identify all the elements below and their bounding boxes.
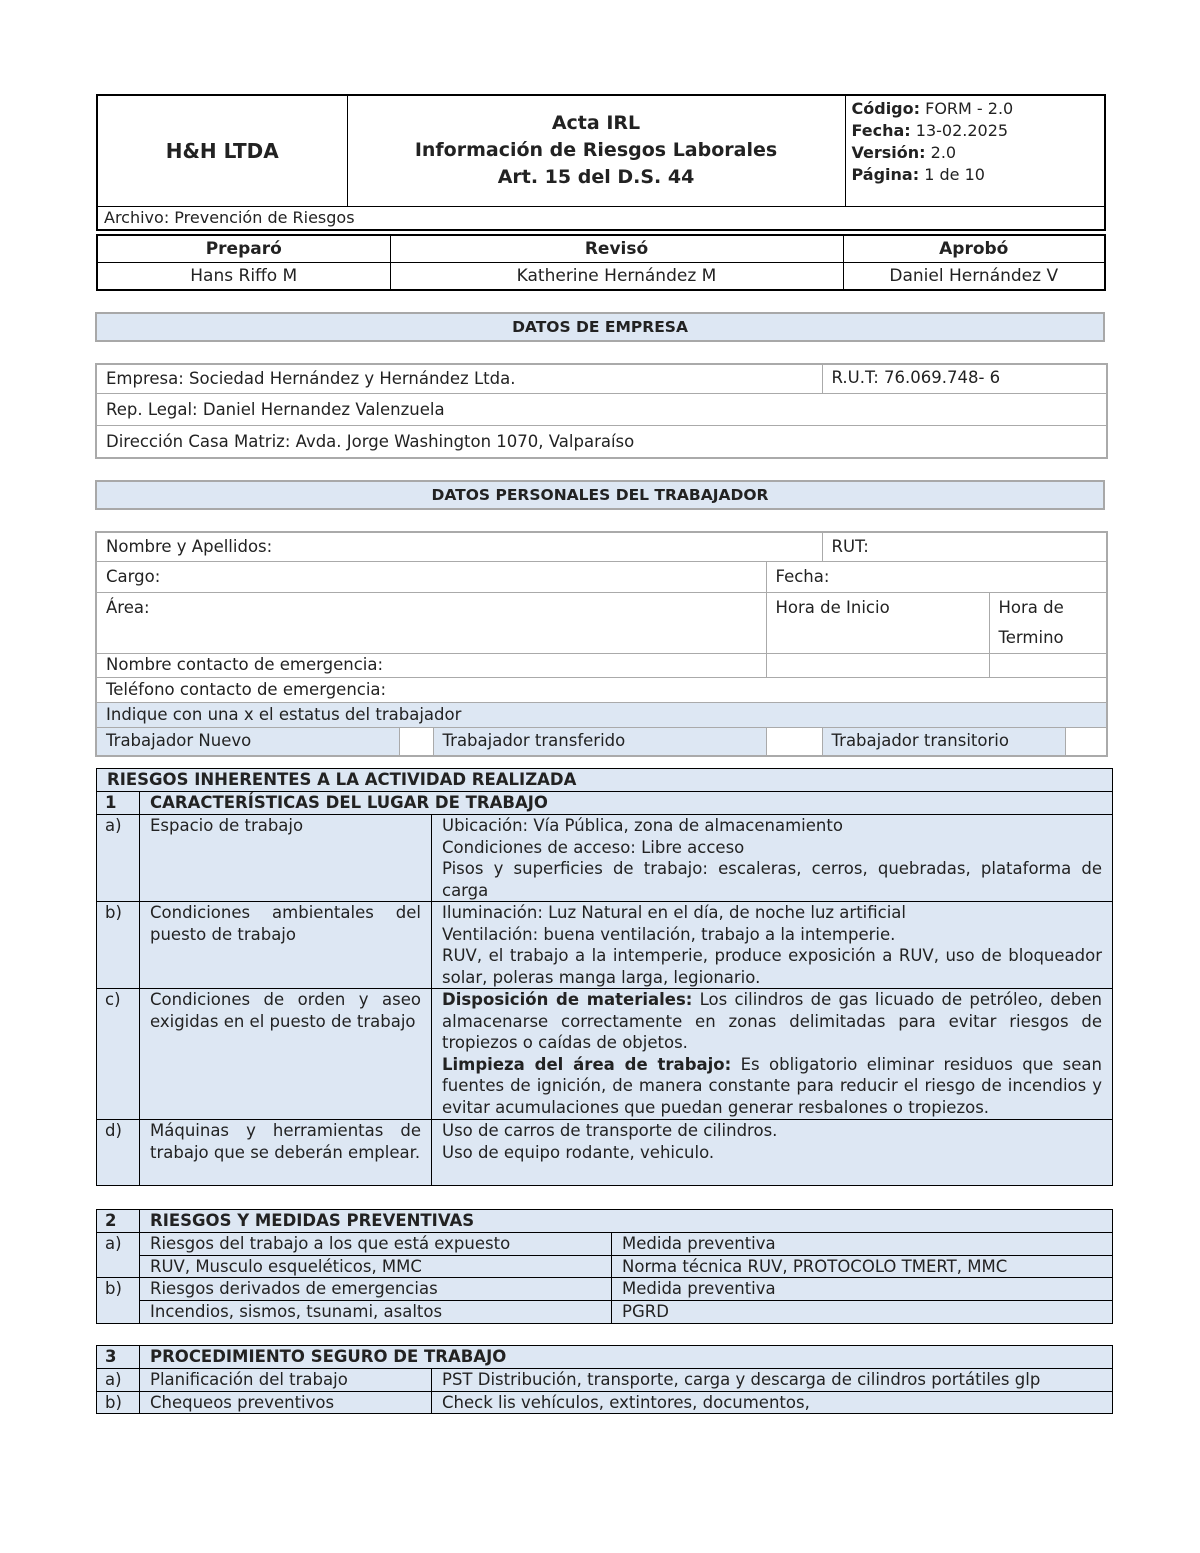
row-right: Check lis vehículos, extintores, documentos,	[432, 1391, 1113, 1414]
fecha-value: 13-02.2025	[915, 121, 1009, 140]
section-1-title: CARACTERÍSTICAS DEL LUGAR DE TRABAJO	[140, 792, 1113, 815]
codigo-value: FORM - 2.0	[925, 99, 1014, 118]
cargo-field[interactable]: Cargo:	[96, 562, 766, 593]
area-field[interactable]: Área:	[96, 593, 766, 654]
detail-line: Iluminación: Luz Natural en el día, de noche luz artificial	[442, 903, 906, 922]
table-row	[97, 1120, 1113, 1186]
riesgos-title: RIESGOS INHERENTES A LA ACTIVIDAD REALIZADA	[97, 769, 1113, 792]
row-item: Espacio de trabajo	[140, 815, 432, 902]
row-letter: d)	[97, 1120, 140, 1186]
riesgos-table	[96, 768, 1113, 1186]
row-left: Riesgos derivados de emergencias	[140, 1278, 612, 1301]
detail-line: Pisos y superficies de trabajo: escaleras, cerros, quebradas, plataforma de carga	[442, 859, 1102, 900]
row-right: Medida preventiva	[612, 1278, 1113, 1301]
approved-label: Aprobó	[843, 235, 1105, 263]
section-1-number: 1	[97, 792, 140, 815]
section-3-number: 3	[97, 1346, 140, 1369]
fecha-label: Fecha:	[851, 121, 911, 140]
version-value: 2.0	[930, 143, 957, 162]
trabajador-transferido-checkbox[interactable]	[766, 728, 822, 756]
table-row	[97, 1278, 1113, 1301]
archivo-field: Archivo: Prevención de Riesgos	[97, 206, 1105, 230]
empresa-rep-legal: Rep. Legal: Daniel Hernandez Valenzuela	[96, 394, 1107, 426]
table-row	[97, 1232, 1113, 1255]
row-left: RUV, Musculo esqueléticos, MMC	[140, 1255, 612, 1278]
row-left: Riesgos del trabajo a los que está expuesto	[140, 1232, 612, 1255]
row-detail	[432, 989, 1113, 1120]
estatus-instruction: Indique con una x el estatus del trabajador	[96, 703, 1107, 728]
codigo-label: Código:	[851, 99, 921, 118]
row-left: Incendios, sismos, tsunami, asaltos	[140, 1301, 612, 1324]
title-line-2: Información de Riesgos Laborales	[414, 139, 778, 162]
hora-termino-value[interactable]	[989, 654, 1107, 678]
row-right: Norma técnica RUV, PROTOCOLO TMERT, MMC	[612, 1255, 1113, 1278]
company-name: H&H LTDA	[97, 95, 347, 206]
detail-text: Los cilindros de gas licuado de petróleo, deben almacenarse correctamente en zonas delimitadas para evitar riesgos de tropiezos o caídas de objetos.	[442, 990, 1103, 1052]
row-right: PST Distribución, transporte, carga y descarga de cilindros portátiles glp	[432, 1368, 1113, 1391]
row-letter: c)	[97, 989, 140, 1120]
nombre-field[interactable]: Nombre y Apellidos:	[96, 532, 822, 562]
trabajador-transferido-label: Trabajador transferido	[433, 728, 766, 756]
section-2-number: 2	[97, 1210, 140, 1233]
version-label: Versión:	[851, 143, 926, 162]
row-item: Condiciones de orden y aseo exigidas en el puesto de trabajo	[140, 989, 432, 1120]
row-item: Condiciones ambientales del puesto de trabajo	[140, 902, 432, 989]
detail-line: Ubicación: Vía Pública, zona de almacenamiento	[442, 816, 843, 835]
row-right: Medida preventiva	[612, 1232, 1113, 1255]
row-detail	[432, 815, 1113, 902]
empresa-rut: R.U.T: 76.069.748- 6	[822, 364, 1107, 394]
hora-termino-label: Hora de Termino	[989, 593, 1107, 654]
section-trabajador-title: DATOS PERSONALES DEL TRABAJADOR	[95, 480, 1105, 510]
section-empresa-title: DATOS DE EMPRESA	[95, 312, 1105, 342]
reviewed-label: Revisó	[390, 235, 843, 263]
pagina-value: 1 de 10	[924, 165, 985, 184]
hora-inicio-label: Hora de Inicio	[766, 593, 989, 654]
table-row	[97, 989, 1113, 1120]
trabajador-table	[95, 531, 1108, 757]
detail-line: Condiciones de acceso: Libre acceso	[442, 837, 745, 857]
trabajador-nuevo-checkbox[interactable]	[399, 728, 433, 756]
prepared-by: Hans Riffo M	[97, 263, 390, 291]
prepared-label: Preparó	[97, 235, 390, 263]
trabajador-transitorio-label: Trabajador transitorio	[822, 728, 1065, 756]
row-letter: a)	[97, 815, 140, 902]
detail-paragraph	[442, 989, 1102, 1054]
rut-field[interactable]: RUT:	[822, 532, 1107, 562]
hora-inicio-value[interactable]	[766, 654, 989, 678]
row-left: Planificación del trabajo	[140, 1368, 432, 1391]
detail-line: RUV, el trabajo a la intemperie, produce exposición a RUV, uso de bloqueador solar, poleras manga larga, legionario.	[442, 946, 1102, 987]
row-letter: b)	[97, 902, 140, 989]
telefono-emergencia-field[interactable]: Teléfono contacto de emergencia:	[96, 678, 1107, 703]
row-detail	[432, 902, 1113, 989]
table-row	[97, 1368, 1113, 1391]
document-title	[347, 95, 845, 206]
row-letter: b)	[97, 1391, 140, 1414]
procedimiento-table	[96, 1345, 1113, 1414]
section-3-title: PROCEDIMIENTO SEGURO DE TRABAJO	[140, 1346, 1113, 1369]
contacto-emergencia-field[interactable]: Nombre contacto de emergencia:	[96, 654, 766, 678]
signature-table	[96, 234, 1106, 291]
detail-bold: Limpieza del área de trabajo:	[442, 1054, 732, 1074]
trabajador-nuevo-label: Trabajador Nuevo	[96, 728, 399, 756]
table-row	[97, 1255, 1113, 1278]
riesgos-medidas-table	[96, 1209, 1113, 1324]
fecha-field[interactable]: Fecha:	[766, 562, 1107, 593]
document-meta	[845, 95, 1105, 206]
table-row	[97, 1301, 1113, 1324]
table-row	[97, 902, 1113, 989]
pagina-label: Página:	[851, 165, 920, 184]
table-row	[97, 815, 1113, 902]
row-left: Chequeos preventivos	[140, 1391, 432, 1414]
empresa-direccion: Dirección Casa Matriz: Avda. Jorge Washington 1070, Valparaíso	[96, 426, 1107, 459]
row-detail	[432, 1120, 1113, 1186]
row-letter: a)	[97, 1368, 140, 1391]
empresa-table	[95, 363, 1108, 459]
detail-text: Es obligatorio eliminar residuos que sean fuentes de ignición, de manera constante para reducir el riesgo de incendios y evitar acumulaciones que puedan generar resbalones o tropiezos.	[442, 1054, 1102, 1117]
detail-bold: Disposición de materiales:	[442, 990, 693, 1009]
row-letter: b)	[97, 1278, 140, 1324]
title-line-1: Acta IRL	[551, 112, 641, 135]
detail-line: Ventilación: buena ventilación, trabajo a la intemperie.	[442, 924, 896, 944]
empresa-name: Empresa: Sociedad Hernández y Hernández Ltda.	[96, 364, 822, 394]
detail-line: Uso de equipo rodante, vehiculo.	[442, 1142, 715, 1162]
document-header	[96, 94, 1106, 231]
section-2-title: RIESGOS Y MEDIDAS PREVENTIVAS	[140, 1210, 1113, 1233]
detail-line: Uso de carros de transporte de cilindros.	[442, 1121, 778, 1140]
row-item: Máquinas y herramientas de trabajo que se deberán emplear.	[140, 1120, 432, 1186]
detail-paragraph	[442, 1054, 1102, 1119]
title-line-3: Art. 15 del D.S. 44	[497, 166, 695, 189]
row-letter: a)	[97, 1232, 140, 1278]
reviewed-by: Katherine Hernández M	[390, 263, 843, 291]
trabajador-transitorio-checkbox[interactable]	[1065, 728, 1107, 756]
table-row	[97, 1391, 1113, 1414]
approved-by: Daniel Hernández V	[843, 263, 1105, 291]
row-right: PGRD	[612, 1301, 1113, 1324]
